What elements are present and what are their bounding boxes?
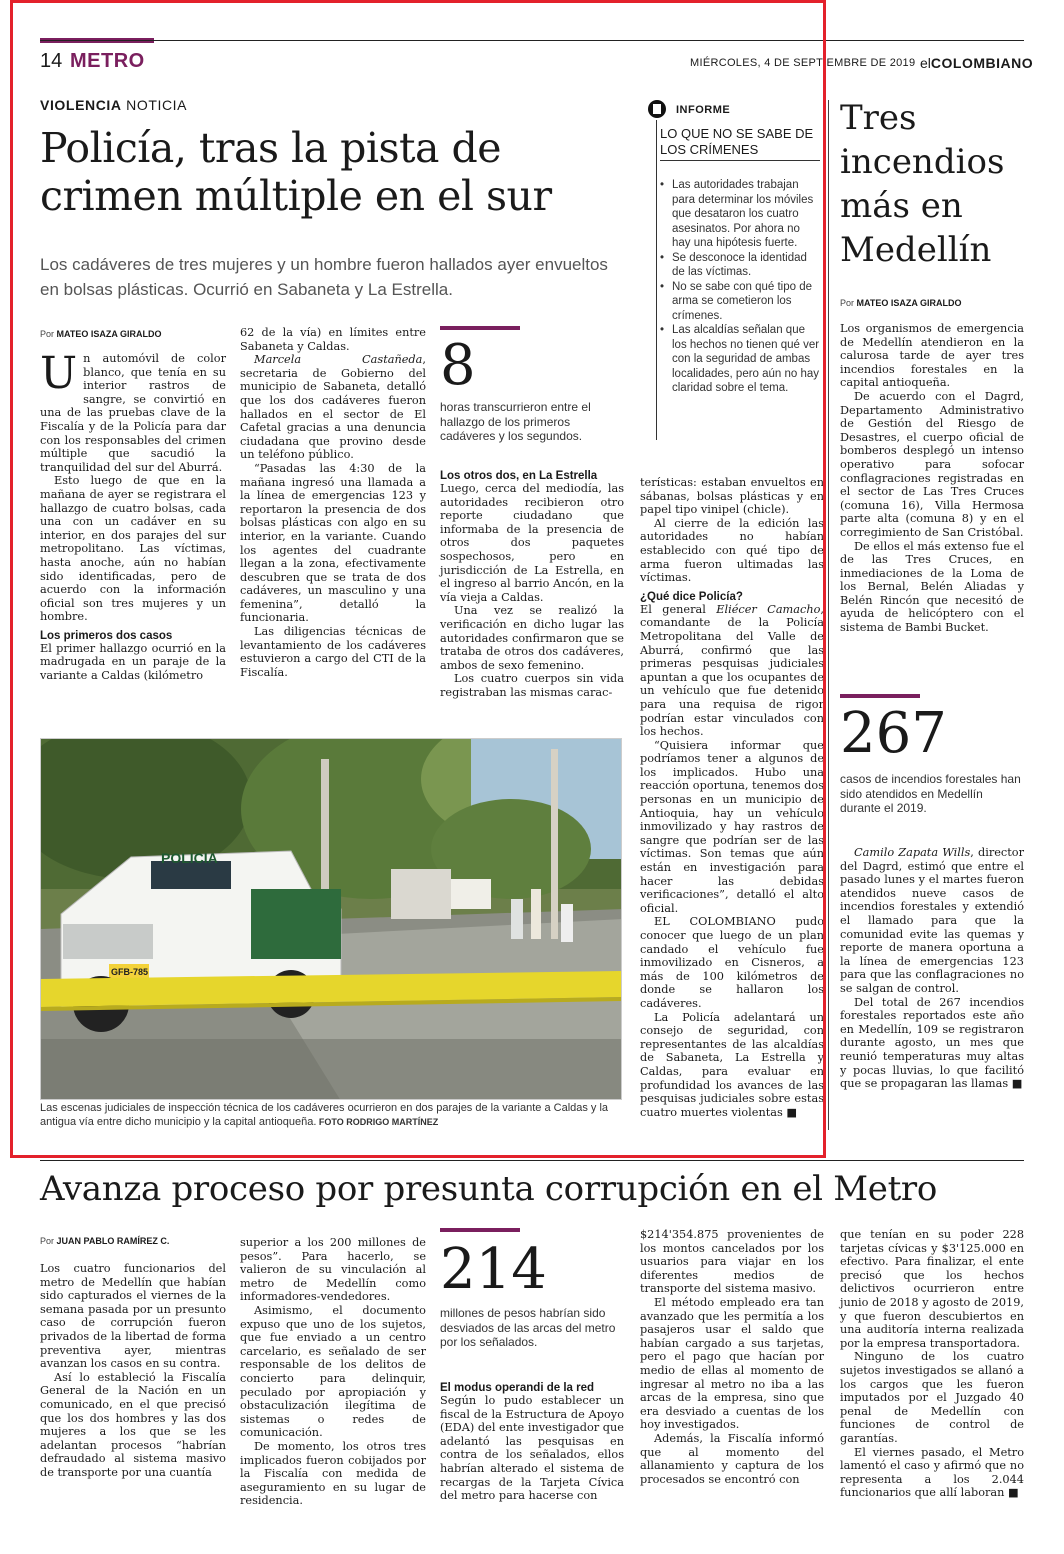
paragraph: El método empleado era tan avanzado que les permitía a los pasajeros usar el saldo que habían cargado a sus tarjetas, pero el pago que hacían por medio de ellas al momento de ingresar al metro no iba a las arcas de la empresa, sino que era desviado a cuentas de los hoy investigados. [640, 1295, 824, 1432]
stat-caption: horas transcurrieron entre el hallazgo de los primeros cadáveres y los segundos. [440, 400, 591, 443]
paragraph: EL COLOMBIANO pudo conocer que luego de un plan candado el vehículo fue inmovilizado en Cisneros, a más de 100 kilómetros de donde se hallaron los cadáveres. [640, 915, 824, 1010]
subheading: Los otros dos, en La Estrella [440, 470, 598, 482]
paragraph: Al cierre de la edición las autoridades no habían establecido con qué tipo de arma fueron ultimadas las víctimas. [640, 516, 824, 585]
subheading: Los primeros dos casos [40, 629, 173, 642]
document-icon [648, 100, 666, 118]
subheading: El modus operandi de la red [440, 1382, 595, 1394]
column-divider [828, 100, 829, 1130]
paragraph: Las diligencias técnicas de levantamiento de los cadáveres estuvieron a cargo del CTI de la Fiscalía. [240, 625, 426, 679]
paragraph: El viernes pasado, el Metro lamentó el caso y afirmó que no representa a los 2.044 funcionarios que allí laboran ■ [840, 1445, 1024, 1500]
story-kicker: VIOLENCIA NOTICIA [40, 97, 188, 113]
lead-paragraph: Un automóvil de color blanco, que tenía en su interior rastros de sangre, se convirtió en una de las pruebas clave de la Fiscalía y de la Policía para dar con los responsables del crimen múltiple que sacudió la tranquilidad del sur del Aburrá. [40, 348, 226, 474]
main-column-4 [640, 476, 824, 1119]
bottom-headline: Avanza proceso por presunta corrupción en el Metro [40, 1169, 938, 1209]
end-mark: ■ [1008, 1077, 1023, 1091]
police-scene-illustration [41, 739, 622, 1100]
paragraph: El primer hallazgo ocurrió en la madrugada en un paraje de la variante a Caldas (kilómetro [40, 641, 226, 683]
stat-accent-bar [440, 326, 520, 330]
subheading: ¿Qué dice Policía? [640, 590, 743, 603]
stat-caption: millones de pesos habrían sido desviados de las arcas del metro por los señalados. [440, 1306, 616, 1349]
paragraph: Luego, cerca del mediodía, las autoridades recibieron otro reporte ciudadano que informaba de la presencia de otros dos paquetes sospechosos, pero en jurisdicción de La Estrella, en el ingreso al barrio Ancón, en la vía vieja a Caldas. [440, 482, 624, 604]
paragraph: Además, la Fiscalía informó que al momento del allanamiento y captura de los procesados se encontró con [640, 1431, 824, 1486]
paragraph: Según lo pudo establecer un fiscal de la Estructura de Apoyo (EDA) del ente investigador que adelantó las pesquisas en contra de los señalados, ellos habrían alterado el sistema de recargas de la Tarjeta Cívica del metro para hacerse con [440, 1394, 624, 1503]
paragraph: De acuerdo con el Dagrd, Departamento Administrativo de Gestión del Riesgo de Desastres, el cuerpo oficial de bomberos desplegó un intenso operativo para sofocar conflagraciones registradas en el sector de Las Tres Cruces (comuna 16), Villa Hermosa parte alta (comuna 8) y en el corregimiento de San Cristóbal. [840, 389, 1024, 539]
paragraph: Los cuatro funcionarios del metro de Medellín que habían sido capturados el viernes de la semana pasada por un presunto caso de corrupción fueron privados de la libertad de forma preventiva ayer, mientras avanzan los casos en su contra. [40, 1262, 226, 1371]
bottom-column-2 [240, 1236, 426, 1508]
informe-label: INFORME [676, 104, 731, 116]
paragraph: que tenían en su poder 228 tarjetas cívicas y $3'125.000 en efectivo. Para finalizar, el ente precisó que los hechos delictivos ocurrieron entre junio de 2018 y agosto de 2019, y que fueron descubiertos en una auditoría interna realizada por la empresa transportadora. [840, 1228, 1024, 1350]
paragraph: De momento, los otros tres implicados fueron cobijados por la Fiscalía con medida de aseguramiento en su lugar de residencia. [240, 1439, 426, 1508]
main-column-2 [240, 326, 426, 679]
paragraph: terísticas: estaban envueltos en sábanas, bolsas plásticas y en papel tipo vinipel (chicle). [640, 476, 824, 517]
paragraph: Del total de 267 incendios forestales reportados este año en Medellín, 109 se registraron durante agosto, un mes que reunió temperaturas muy altas y pocas lluvias, lo que facilitó que se propagaran las llamas ■ [840, 995, 1024, 1091]
stat-number: 214 [440, 1237, 547, 1302]
stat-number: 267 [840, 701, 947, 766]
side-byline: Por MATEO ISAZA GIRALDO [840, 298, 962, 308]
main-column-3 [440, 470, 624, 700]
photo-caption: Las escenas judiciales de inspección técnica de los cadáveres ocurrieron en dos parajes de la variante a Caldas y la antigua vía entre dicho municipio y la capital antioqueña. FOTO RODRIGO MARTÍNEZ [40, 1102, 609, 1128]
end-mark: ■ [782, 1105, 798, 1119]
stat-accent-bar [440, 1228, 520, 1232]
story-divider [40, 1160, 1024, 1161]
paragraph: Ninguno de los cuatro sujetos investigados se allanó a los cargos que les fueron imputados por el Juzgado 40 penal de Medellín con funciones de control de garantías. [840, 1350, 1024, 1445]
end-mark: ■ [1004, 1486, 1019, 1500]
informe-sidebar [648, 98, 820, 444]
main-column-1 [40, 348, 226, 683]
bottom-byline: Por JUAN PABLO RAMÍREZ C. [40, 1236, 170, 1246]
paragraph: De ellos el más extenso fue el de las Tres Cruces, en inmediaciones de la Loma de los Bernal, Belén Aliadas y Belén Rincón que necesitó de ayuda de helicóptero con el sistema de Bambi Bucket. [840, 539, 1024, 635]
paragraph: Camilo Zapata Wills, director del Dagrd, estimó que entre el pasado lunes y el martes fueron atendidos nueve casos de incendios forestales y extendió el llamado para que la comunidad evite las quemas y reporte de manera oportuna a la línea de emergencias 123 para que las conflagraciones no se salgan de control. [840, 846, 1024, 995]
stat-caption: casos de incendios forestales han sido atendidos en Medellín durante el 2019. [840, 772, 1021, 815]
quote-paragraph: “Quisiera informar que podríamos tener a algunos de los implicados. Hubo una reacción oportuna, tenemos dos personas en un municipio de Antioquia, hay un vehículo inmovilizado y hay rastros de sangre que podrían ser de las víctimas. Son temas que aún están en investigación para hacer las debidas verificaciones”, detalló el alto oficial. [640, 738, 824, 915]
drop-cap: U [40, 348, 78, 399]
newspaper-logo: elCOLOMBIANO [920, 55, 1034, 71]
paragraph: 62 de la vía) en límites entre Sabaneta y Caldas. [240, 326, 426, 353]
list-item: • Las alcaldías señalan que los hechos no tienen qué ver con la seguridad de ambas localidades, pero aún no hay claridad sobre el tema. [660, 323, 820, 396]
side-column-top [840, 322, 1024, 635]
paragraph: Una vez se realizó la verificación en dicho lugar las autoridades confirmaron que se trataba de otros dos cadáveres, ambos de sexo femenino. [440, 604, 624, 672]
edition-date: MIÉRCOLES, 4 DE SEPTIEMBRE DE 2019 [690, 57, 916, 69]
paragraph: Así lo estableció la Fiscalía General de la Nación en un comunicado, en el que precisó que los dos hombres y las dos mujeres a los que se les adelantan procesos “habrían defraudado al sistema masivo de transporte por una cuantía [40, 1370, 226, 1479]
paragraph: Marcela Castañeda, secretaria de Gobierno del municipio de Sabaneta, detalló que los dos cadáveres fueron hallados en el sector de El Cafetal gracias a una denuncia ciudadana que provino desde un teléfono público. [240, 353, 426, 462]
paragraph: superior a los 200 millones de pesos”. Para hacerlo, se valieron de su vinculación al metro de Medellín como informadores-vendedores. [240, 1236, 426, 1304]
section-name: METRO [70, 50, 145, 72]
bottom-column-3 [440, 1382, 624, 1503]
list-item: • Las autoridades trabajan para determinar los móviles que desataron los cuatro asesinatos. Por ahora no hay una hipótesis fuerte. [660, 178, 820, 251]
informe-rule [656, 120, 657, 440]
police-label: POLICIA [161, 850, 218, 866]
main-deck: Los cadáveres de tres mujeres y un hombre fueron hallados ayer envueltos en bolsas plásticas. Ocurrió en Sabaneta y La Estrella. [40, 255, 608, 299]
side-column-bottom [840, 846, 1024, 1091]
paragraph: $214'354.875 provenientes de los montos cancelados por los usuarios para viajar en los diferentes medios de transporte del sistema masivo. [640, 1228, 824, 1296]
scene-photo [40, 738, 622, 1100]
bottom-column-1 [40, 1262, 226, 1480]
paragraph: El general Eliécer Camacho, comandante de la Policía Metropolitana del Valle de Aburrá, confirmó que las primeras pesquisas judiciales apuntan a que los ocupantes de un vehículo que fue detenido para una requisa de rigor podrían estar vinculados con los hechos. [640, 602, 824, 739]
paragraph: La Policía adelantará un consejo de seguridad, con representantes de las alcaldías de Sabaneta, La Estrella y Caldas, para evaluar en profundidad los avances de las pesquisas judiciales sobre estas cuatro muertes violentas ■ [640, 1010, 824, 1119]
bottom-column-4 [640, 1228, 824, 1486]
side-headline: Tres incendios más en Medellín [840, 98, 1005, 270]
page-number: 14 [40, 50, 63, 72]
quote-paragraph: “Pasadas las 4:30 de la mañana ingresó una llamada a la línea de emergencias 123 y reportaron la presencia de dos bolsas plásticas con algo en su interior, en la variante. Cuando los agentes del cuadrante llegan a la zona, efectivamente descubren que se trata de dos cadáveres, un masculino y una femenina”, detalló la funcionaria. [240, 461, 426, 625]
bottom-column-5 [840, 1228, 1024, 1500]
informe-title: LO QUE NO SE SABE DE LOS CRÍMENES [660, 126, 820, 161]
paragraph: Los organismos de emergencia de Medellín atendieron en la calurosa tarde de ayer tres incendios forestales en la capital antioqueña. [840, 322, 1024, 390]
paragraph: Los cuatro cuerpos sin vida registraban las mismas carac- [440, 672, 624, 699]
paragraph: Asimismo, el documento expuso que uno de los sujetos, que fue enviado a un centro carcelario, es señalado de ser responsable de los delitos de concierto para delinquir, peculado por apropiación y obstaculización ilegítima de sistemas o redes de comunicación. [240, 1303, 426, 1440]
informe-list [660, 178, 820, 396]
list-item: • No se sabe con qué tipo de arma se cometieron los crímenes. [660, 280, 820, 324]
stat-number: 8 [440, 333, 476, 398]
main-headline: Policía, tras la pista de crimen múltiple en el sur [40, 124, 552, 220]
main-byline: Por MATEO ISAZA GIRALDO [40, 329, 162, 339]
list-item: • Se desconoce la identidad de las víctimas. [660, 251, 820, 280]
stat-accent-bar [840, 694, 920, 698]
paragraph: Esto luego de que en la mañana de ayer se registrara el hallazgo de cuatro bolsas, cada una con un cadáver en su interior, en dos parajes del sur metropolitano. Las víctimas, hasta anoche, aún no habían sido identificadas, pero de acuerdo con la información oficial son tres mujeres y un hombre. [40, 474, 226, 624]
license-plate: GFB-785 [111, 967, 149, 977]
photo-credit: FOTO RODRIGO MARTÍNEZ [316, 1117, 439, 1127]
header-rule [40, 40, 1024, 41]
